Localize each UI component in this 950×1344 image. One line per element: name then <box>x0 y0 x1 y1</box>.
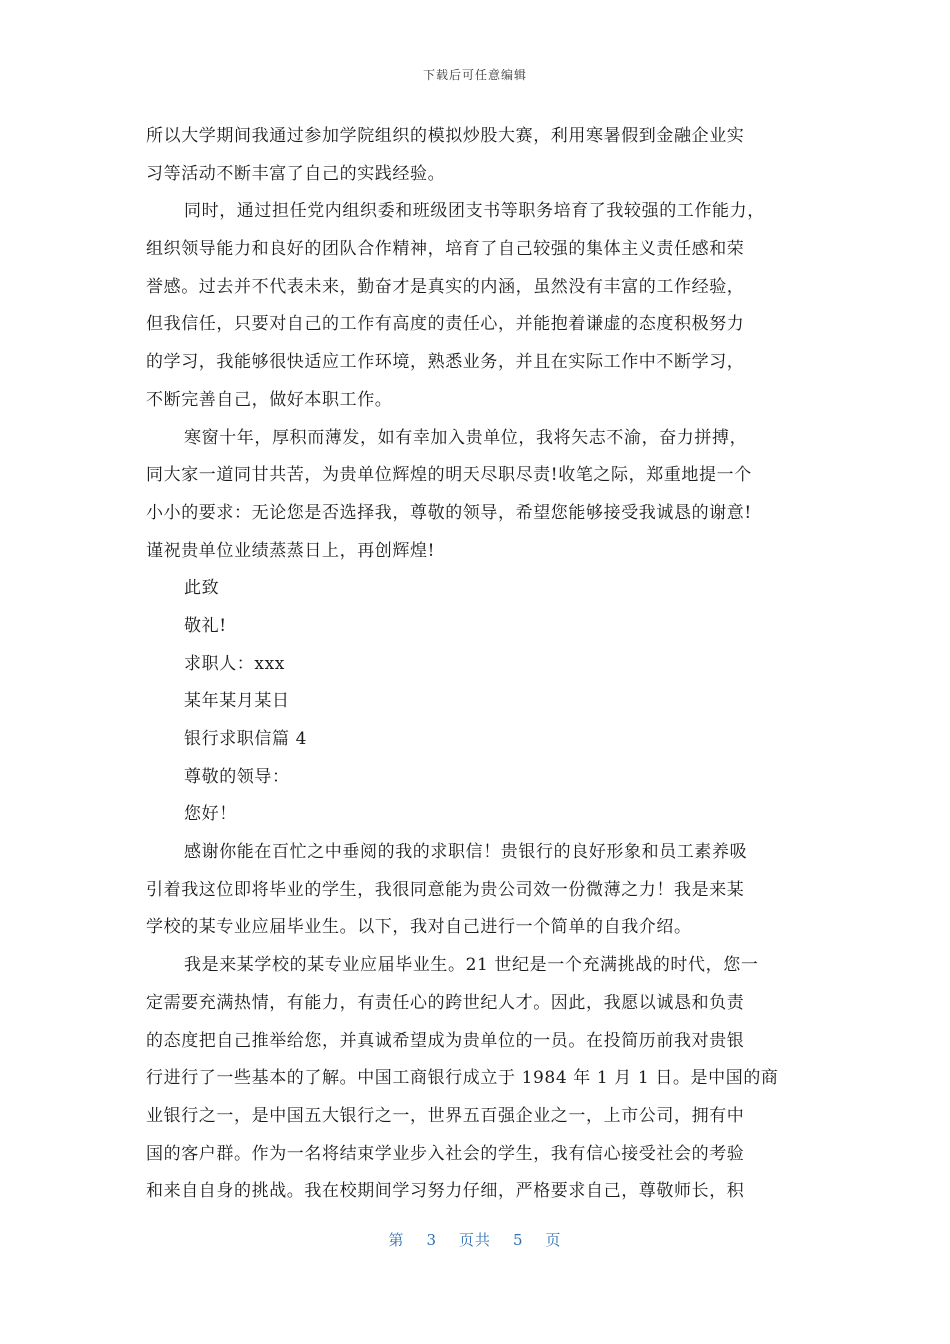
body-line: 同时，通过担任党内组织委和班级团支书等职务培育了我较强的工作能力， <box>184 201 765 222</box>
document-body <box>146 118 808 1211</box>
body-line: 习等活动不断丰富了自己的实践经验。 <box>146 163 446 184</box>
body-line: 我是来某学校的某专业应届毕业生。21 世纪是一个充满挑战的时代，您一 <box>184 955 759 976</box>
closing-regards: 敬礼! <box>184 615 227 636</box>
body-line: 小小的要求：无论您是否选择我，尊敬的领导，希望您能够接受我诚恳的谢意! <box>146 502 752 523</box>
applicant-signature: 求职人：xxx <box>184 653 285 674</box>
body-line: 的态度把自己推举给您，并真诚希望成为贵单位的一员。在投简历前我对贵银 <box>146 1030 745 1051</box>
greeting-hello: 您好！ <box>184 804 237 825</box>
section-title: 银行求职信篇 4 <box>184 729 308 749</box>
letter-date: 某年某月某日 <box>184 691 290 712</box>
body-line: 行进行了一些基本的了解。中国工商银行成立于 1984 年 1 月 1 日。是中国的商 <box>146 1068 779 1089</box>
body-line: 组织领导能力和良好的团队合作精神，培育了自己较强的集体主义责任感和荣 <box>146 239 745 260</box>
body-line: 谨祝贵单位业绩蒸蒸日上，再创辉煌! <box>146 540 436 561</box>
body-line: 同大家一道同甘共苦，为贵单位辉煌的明天尽职尽责!收笔之际，郑重地提一个 <box>146 465 752 486</box>
footer-page-mid: 页共 <box>458 1231 491 1249</box>
body-line: 感谢你能在百忙之中垂阅的我的求职信！贵银行的良好形象和员工素养吸 <box>184 842 748 863</box>
footer-page-number: 3 <box>426 1231 437 1249</box>
body-line: 寒窗十年，厚积而薄发，如有幸加入贵单位，我将矢志不渝，奋力拼搏， <box>184 427 748 448</box>
greeting-recipient: 尊敬的领导： <box>184 766 290 787</box>
body-line: 誉感。过去并不代表未来，勤奋才是真实的内涵，虽然没有丰富的工作经验， <box>146 276 745 297</box>
body-line: 的学习，我能够很快适应工作环境，熟悉业务，并且在实际工作中不断学习， <box>146 352 745 373</box>
body-line: 不断完善自己，做好本职工作。 <box>146 389 393 410</box>
footer-total-pages: 5 <box>513 1231 524 1249</box>
body-line: 引着我这位即将毕业的学生，我很同意能为贵公司效一份微薄之力！我是来某 <box>146 879 745 900</box>
footer-page-word: 第 <box>388 1231 405 1249</box>
page-footer <box>0 1229 950 1250</box>
body-line: 和来自自身的挑战。我在校期间学习努力仔细，严格要求自己，尊敬师长，积 <box>146 1181 745 1202</box>
footer-page-end: 页 <box>545 1231 562 1249</box>
body-line: 但我信任，只要对自己的工作有高度的责任心，并能抱着谦虚的态度积极努力 <box>146 314 745 335</box>
body-line: 业银行之一，是中国五大银行之一，世界五百强企业之一，上市公司，拥有中 <box>146 1105 745 1126</box>
body-line: 所以大学期间我通过参加学院组织的模拟炒股大赛，利用寒暑假到金融企业实 <box>146 126 745 146</box>
body-line: 定需要充满热情，有能力，有责任心的跨世纪人才。因此，我愿以诚恳和负责 <box>146 992 745 1013</box>
page-header: 下载后可任意编辑 <box>422 68 527 82</box>
body-line: 国的客户群。作为一名将结束学业步入社会的学生，我有信心接受社会的考验 <box>146 1143 745 1164</box>
body-line: 学校的某专业应届毕业生。以下，我对自己进行一个简单的自我介绍。 <box>146 917 692 938</box>
closing-salutation: 此致 <box>184 578 220 599</box>
